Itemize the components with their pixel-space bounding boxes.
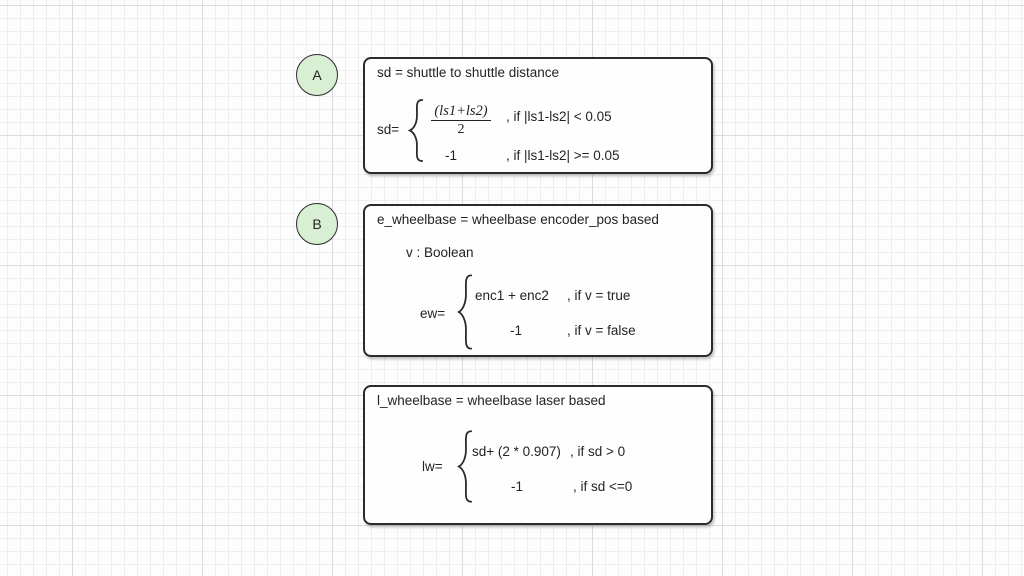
box-sd-case1-condition: , if |ls1-ls2| < 0.05 bbox=[506, 109, 612, 124]
box-ew-declaration: v : Boolean bbox=[406, 245, 474, 260]
box-sd-case2-value: -1 bbox=[445, 148, 458, 163]
box-lw-case2-value: -1 bbox=[511, 479, 524, 494]
left-brace-icon bbox=[456, 273, 475, 351]
box-lw-case1-condition: , if sd > 0 bbox=[570, 444, 626, 459]
fraction-numerator: (ls1+ls2) bbox=[431, 103, 490, 121]
formula-box-ew[interactable] bbox=[363, 204, 713, 357]
box-ew-case1-value: enc1 + enc2 bbox=[475, 288, 549, 303]
box-lw-title: l_wheelbase = wheelbase laser based bbox=[377, 393, 606, 408]
marker-circle-a[interactable] bbox=[296, 54, 338, 96]
marker-b-label: B bbox=[312, 216, 322, 232]
box-ew-case2-value: -1 bbox=[510, 323, 523, 338]
left-brace-icon bbox=[407, 98, 426, 163]
box-lw-case2-condition: , if sd <=0 bbox=[573, 479, 633, 494]
box-ew-title: e_wheelbase = wheelbase encoder_pos based bbox=[377, 212, 659, 227]
box-sd-case2-condition: , if |ls1-ls2| >= 0.05 bbox=[506, 148, 620, 163]
fraction-denominator: 2 bbox=[457, 122, 465, 137]
box-sd-lhs: sd= bbox=[377, 122, 400, 137]
marker-a-label: A bbox=[312, 67, 322, 83]
box-sd-title: sd = shuttle to shuttle distance bbox=[377, 65, 559, 80]
box-ew-case2-condition: , if v = false bbox=[567, 323, 636, 338]
formula-box-lw[interactable] bbox=[363, 385, 713, 525]
marker-circle-b[interactable] bbox=[296, 203, 338, 245]
box-ew-lhs: ew= bbox=[420, 306, 446, 321]
box-lw-lhs: lw= bbox=[422, 459, 443, 474]
left-brace-icon bbox=[456, 429, 475, 504]
fraction bbox=[426, 102, 496, 138]
box-lw-case1-value: sd+ (2 * 0.907) bbox=[472, 444, 561, 459]
box-ew-case1-condition: , if v = true bbox=[567, 288, 631, 303]
formula-box-sd[interactable] bbox=[363, 57, 713, 174]
